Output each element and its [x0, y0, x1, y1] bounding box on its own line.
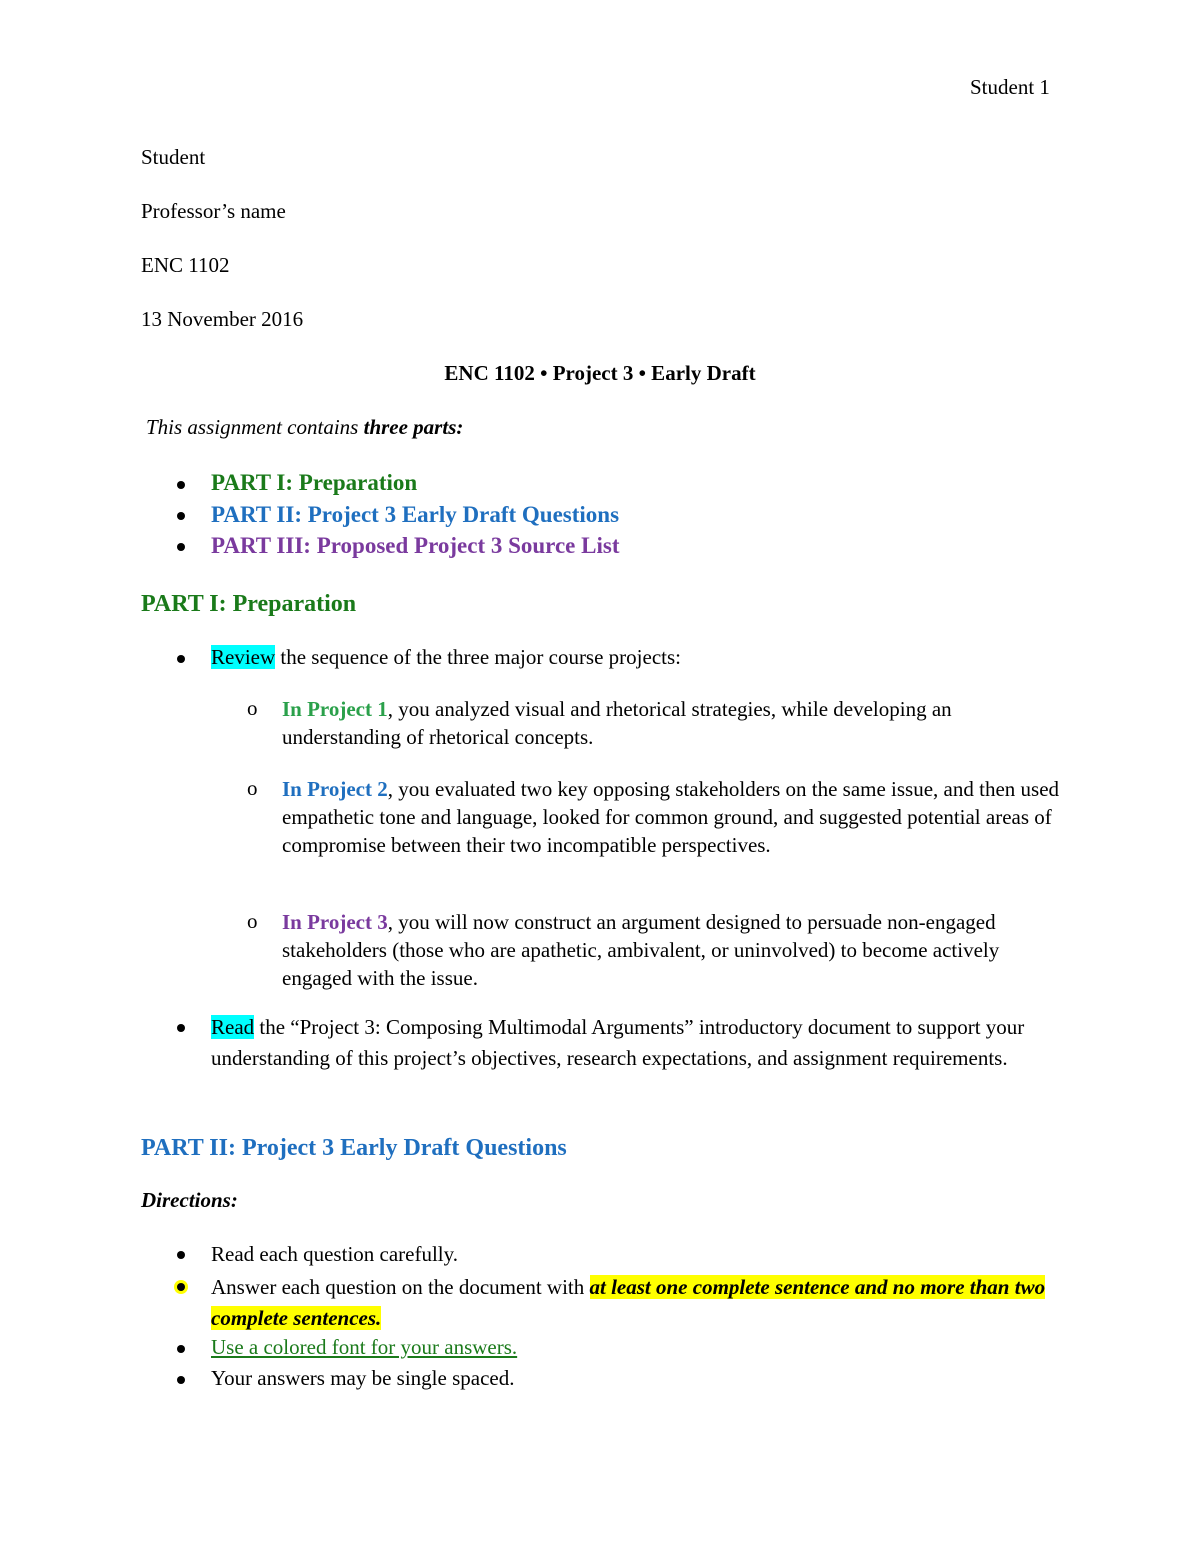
review-keyword: Review: [211, 645, 276, 669]
project-2-label: In Project 2: [282, 777, 388, 801]
answer-prefix: Answer each question on the document with: [211, 1275, 590, 1299]
circle-bullet-icon: o: [247, 696, 258, 720]
review-text: the sequence of the three major course projects:: [275, 645, 681, 669]
review-line: [211, 644, 681, 671]
direction-answer: [211, 1272, 1061, 1334]
directions-label: Directions:: [141, 1188, 238, 1212]
toc-item-part3: PART III: Proposed Project 3 Source List: [211, 533, 620, 558]
bullet-icon: [177, 1251, 185, 1259]
course-code: ENC 1102: [141, 253, 230, 277]
project-1-text: , you analyzed visual and rhetorical strategies, while developing an understanding of rhetorical concepts.: [282, 697, 952, 749]
running-head: Student 1: [970, 75, 1050, 99]
part1-heading: PART I: Preparation: [141, 591, 357, 617]
project-1-item: [282, 695, 1072, 751]
bullet-icon: [177, 1376, 185, 1384]
circle-bullet-icon: o: [247, 909, 258, 933]
bullet-icon: [177, 1345, 185, 1353]
part2-heading: PART II: Project 3 Early Draft Questions: [141, 1135, 567, 1161]
intro-emphasis: three parts:: [363, 415, 464, 439]
toc-item-part2: PART II: Project 3 Early Draft Questions: [211, 502, 620, 527]
project-3-label: In Project 3: [282, 910, 388, 934]
bullet-icon: [177, 1283, 185, 1291]
bullet-icon: [177, 655, 185, 663]
project-3-item: [282, 908, 1072, 992]
bullet-icon: [177, 543, 185, 551]
date: 13 November 2016: [141, 307, 304, 331]
direction-colored-font: Use a colored font for your answers.: [211, 1335, 518, 1359]
professor-name: Professor’s name: [141, 199, 286, 223]
bullet-icon: [177, 512, 185, 520]
project-1-label: In Project 1: [282, 697, 388, 721]
project-2-text: , you evaluated two key opposing stakeholders on the same issue, and then used empathetic tone and language, looked for common ground, and suggested potential areas of compromise between their two incompatible perspectives.: [282, 777, 1060, 857]
read-item: [211, 1012, 1071, 1074]
answer-highlight: at least one complete sentence and no more than two complete sentences.: [211, 1275, 1046, 1330]
project-3-text: , you will now construct an argument designed to persuade non-engaged stakeholders (those who are apathetic, ambivalent, or uninvolved) to become actively engaged with the issue.: [282, 910, 1000, 990]
direction-single-spaced: Your answers may be single spaced.: [211, 1366, 515, 1390]
read-keyword: Read: [211, 1015, 255, 1039]
direction-read-each: Read each question carefully.: [211, 1242, 459, 1266]
read-text: the “Project 3: Composing Multimodal Arguments” introductory document to support your understanding of this project’s objectives, research expectations, and assignment requirements.: [211, 1015, 1025, 1070]
intro-prefix: This assignment contains: [146, 415, 364, 439]
bullet-icon: [177, 481, 185, 489]
intro-line: [146, 414, 463, 441]
document-title: ENC 1102 • Project 3 • Early Draft: [444, 361, 756, 385]
circle-bullet-icon: o: [247, 776, 258, 800]
toc-item-part1: PART I: Preparation: [211, 470, 418, 495]
student-name: Student: [141, 145, 206, 169]
bullet-icon: [177, 1024, 185, 1032]
project-2-item: [282, 775, 1072, 859]
